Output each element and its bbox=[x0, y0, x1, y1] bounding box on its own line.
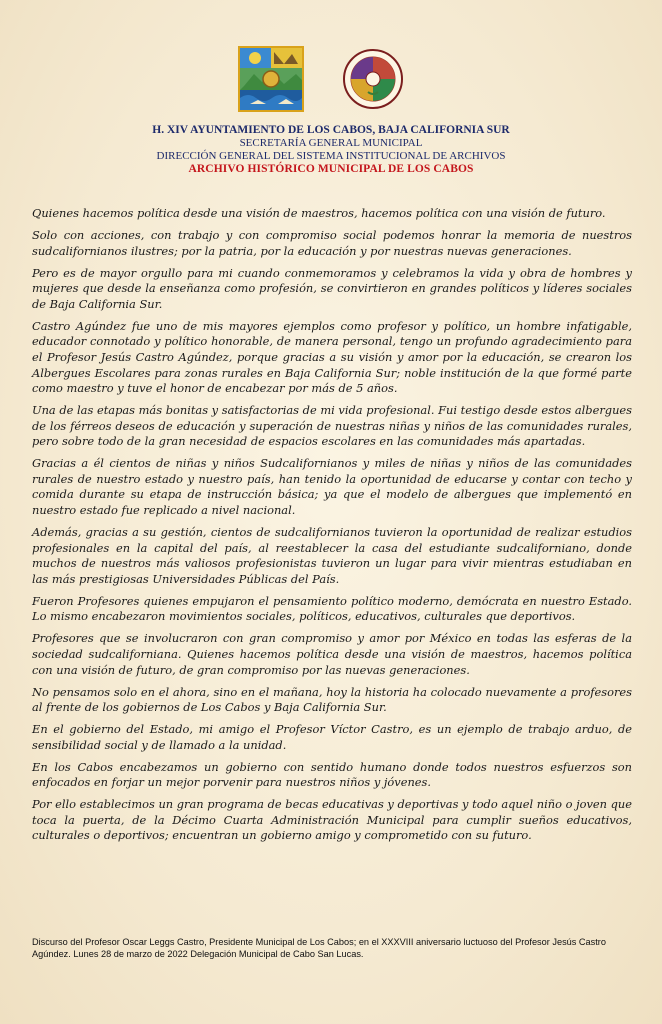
paragraph: Solo con acciones, con trabajo y con compromiso social podemos honrar la memoria de nuestros sudcalifornianos ilustres; por la patria, por la educación y por nuestras nuevas generaciones. bbox=[32, 227, 632, 258]
header-logos bbox=[0, 42, 662, 112]
paragraph: Una de las etapas más bonitas y satisfactorias de mi vida profesional. Fui testigo desde estos albergues de los férreos deseos de educación y superación de nuestras niñas y niños de las comunidades rurales, pero sobre todo de la gran necesidad de espacios escolares en las comunidades más apartadas. bbox=[32, 403, 632, 449]
speech-attribution: Discurso del Profesor Oscar Leggs Castro, Presidente Municipal de Los Cabos; en el XXXVIII aniversario luctuoso del Profesor Jesús Castro Agúndez. Lunes 28 de marzo de 2022 Delegación Municipal de Cabo San Lucas. bbox=[32, 937, 606, 959]
paragraph: Además, gracias a su gestión, cientos de sudcalifornianos tuvieron la oportunidad de realizar estudios profesionales en la capital del país, al reestablecer la casa del estudiante sudcaliforniano, donde muchos de nuestros más valiosos profesionistas tuvieron un lugar para vivir mientras estudiaban en las más prestigiosas Universidades Públicas del País. bbox=[32, 525, 632, 586]
paragraph: En el gobierno del Estado, mi amigo el Profesor Víctor Castro, es un ejemplo de trabajo arduo, de sensibilidad social y de llamado a la unidad. bbox=[32, 722, 632, 752]
paragraph: Pero es de mayor orgullo para mi cuando conmemoramos y celebramos la vida y obra de hombres y mujeres que desde la enseñanza como profesión, se convirtieron en grandes políticos y líderes sociales de Baja California Sur. bbox=[32, 265, 632, 311]
paragraph: No pensamos solo en el ahora, sino en el mañana, hoy la historia ha colocado nuevamente a profesores al frente de los gobiernos de Los Cabos y Baja California Sur. bbox=[32, 684, 632, 715]
coat-of-arms-logo bbox=[238, 46, 304, 112]
council-name: H. XIV AYUNTAMIENTO DE LOS CABOS, BAJA CALIFORNIA SUR bbox=[152, 124, 510, 136]
letterhead bbox=[0, 124, 662, 176]
paragraph: Gracias a él cientos de niñas y niños Sudcalifornianos y miles de niñas y niños de las comunidades rurales de nuestro estado y nuestro país, han tenido la oportunidad de educarse y contar con techo y comida durante su etapa de instrucción básica; ya que el modelo de albergues que implementó en nuestro estado fue replicado a nivel nacional. bbox=[32, 456, 632, 518]
paragraph: Castro Agúndez fue uno de mis mayores ejemplos como profesor y político, un hombre infatigable, educador connotado y político honorable, de manera personal, tengo un profundo agradecimiento para el Profesor Jesús Castro Agúndez, porque gracias a su visión y amor por la educación, se crearon los Albergues Escolares para zonas rurales en Baja California Sur; noble institución de la que formé parte como maestro y tuve el honor de encabezar por más de 5 años. bbox=[32, 318, 632, 396]
paragraph: Profesores que se involucraron con gran compromiso y amor por México en todas las esferas de la sociedad sudcaliforniana. Quienes hacemos política desde una visión de maestros, hacemos política con una visión de futuro, de gran compromiso por las nuevas generaciones. bbox=[32, 631, 632, 677]
paragraph: Por ello establecimos un gran programa de becas educativas y deportivas y todo aquel niño o joven que toca la puerta, de la Décimo Cuarta Administración Municipal para cumplir sueños educativos, culturales o deportivos; encuentran un gobierno amigo y comprometido con su futuro. bbox=[32, 797, 632, 843]
secretariat-name: SECRETARÍA GENERAL MUNICIPAL bbox=[239, 137, 423, 149]
archive-seal-logo bbox=[338, 48, 408, 110]
directorate-name: DIRECCIÓN GENERAL DEL SISTEMA INSTITUCIONAL DE ARCHIVOS bbox=[156, 150, 506, 162]
paragraph: Fueron Profesores quienes empujaron el pensamiento político moderno, demócrata en nuestro Estado. Lo mismo encabezaron movimientos sociales, políticos, educativos, culturales que deportivos. bbox=[32, 593, 632, 624]
archive-name: ARCHIVO HISTÓRICO MUNICIPAL DE LOS CABOS bbox=[188, 163, 474, 175]
speech-body bbox=[32, 206, 632, 850]
paragraph: En los Cabos encabezamos un gobierno con sentido humano donde todos nuestros esfuerzos son enfocados en forjar un mejor porvenir para nuestros niños y jóvenes. bbox=[32, 759, 632, 790]
paragraph: Quienes hacemos política desde una visión de maestros, hacemos política con una visión de futuro. bbox=[32, 206, 606, 220]
